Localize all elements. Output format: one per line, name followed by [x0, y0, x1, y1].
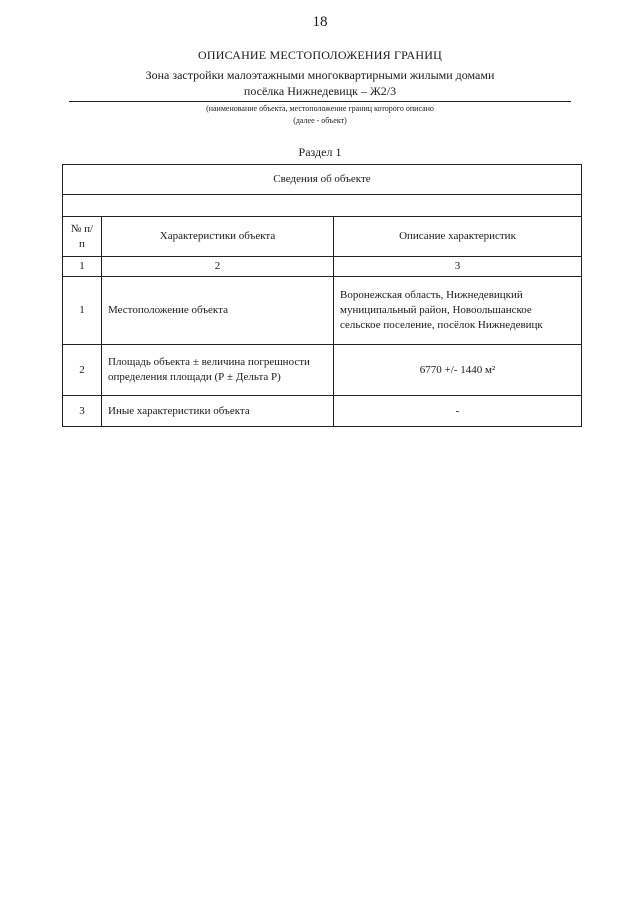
row-number: 2: [63, 345, 102, 396]
object-name-line-2: посёлка Нижнедевицк – Ж2/3: [243, 84, 397, 98]
row-description: 6770 +/- 1440 м²: [334, 345, 582, 396]
table-row: [63, 345, 582, 396]
row-description: -: [334, 396, 582, 427]
object-caption-line-1: (наименование объекта, местоположение границ которого описано: [206, 104, 434, 113]
object-name-line-1: Зона застройки малоэтажными многоквартирными жилыми домами: [145, 68, 495, 82]
title-underline: [69, 101, 571, 102]
row-number: 1: [63, 277, 102, 345]
column-number: 1: [63, 257, 102, 277]
page-number: 18: [312, 14, 328, 30]
row-description: Воронежская область, Нижнедевицкий муниципальный район, Новоольшанское сельское поселение, посёлок Нижнедевицк: [334, 277, 582, 345]
section-title: Раздел 1: [298, 145, 342, 159]
document-title: ОПИСАНИЕ МЕСТОПОЛОЖЕНИЯ ГРАНИЦ: [198, 48, 442, 62]
column-header-description: Описание характеристик: [334, 217, 582, 257]
table-header-row: [63, 165, 582, 195]
table-row: [63, 396, 582, 427]
table-spacer-cell: [63, 195, 582, 217]
column-headers-row: [63, 217, 582, 257]
table-spacer-row: [63, 195, 582, 217]
row-characteristic: Площадь объекта ± величина погрешности определения площади (Р ± Дельта Р): [102, 345, 334, 396]
object-info-table: [62, 164, 582, 427]
row-characteristic: Местоположение объекта: [102, 277, 334, 345]
object-caption-line-2: (далее - объект): [293, 116, 347, 125]
column-header-num: № п/п: [63, 217, 102, 257]
row-characteristic: Иные характеристики объекта: [102, 396, 334, 427]
table-row: [63, 277, 582, 345]
column-header-characteristic: Характеристики объекта: [102, 217, 334, 257]
column-number: 2: [102, 257, 334, 277]
table-header: Сведения об объекте: [63, 165, 582, 195]
column-number: 3: [334, 257, 582, 277]
column-numbers-row: [63, 257, 582, 277]
row-number: 3: [63, 396, 102, 427]
